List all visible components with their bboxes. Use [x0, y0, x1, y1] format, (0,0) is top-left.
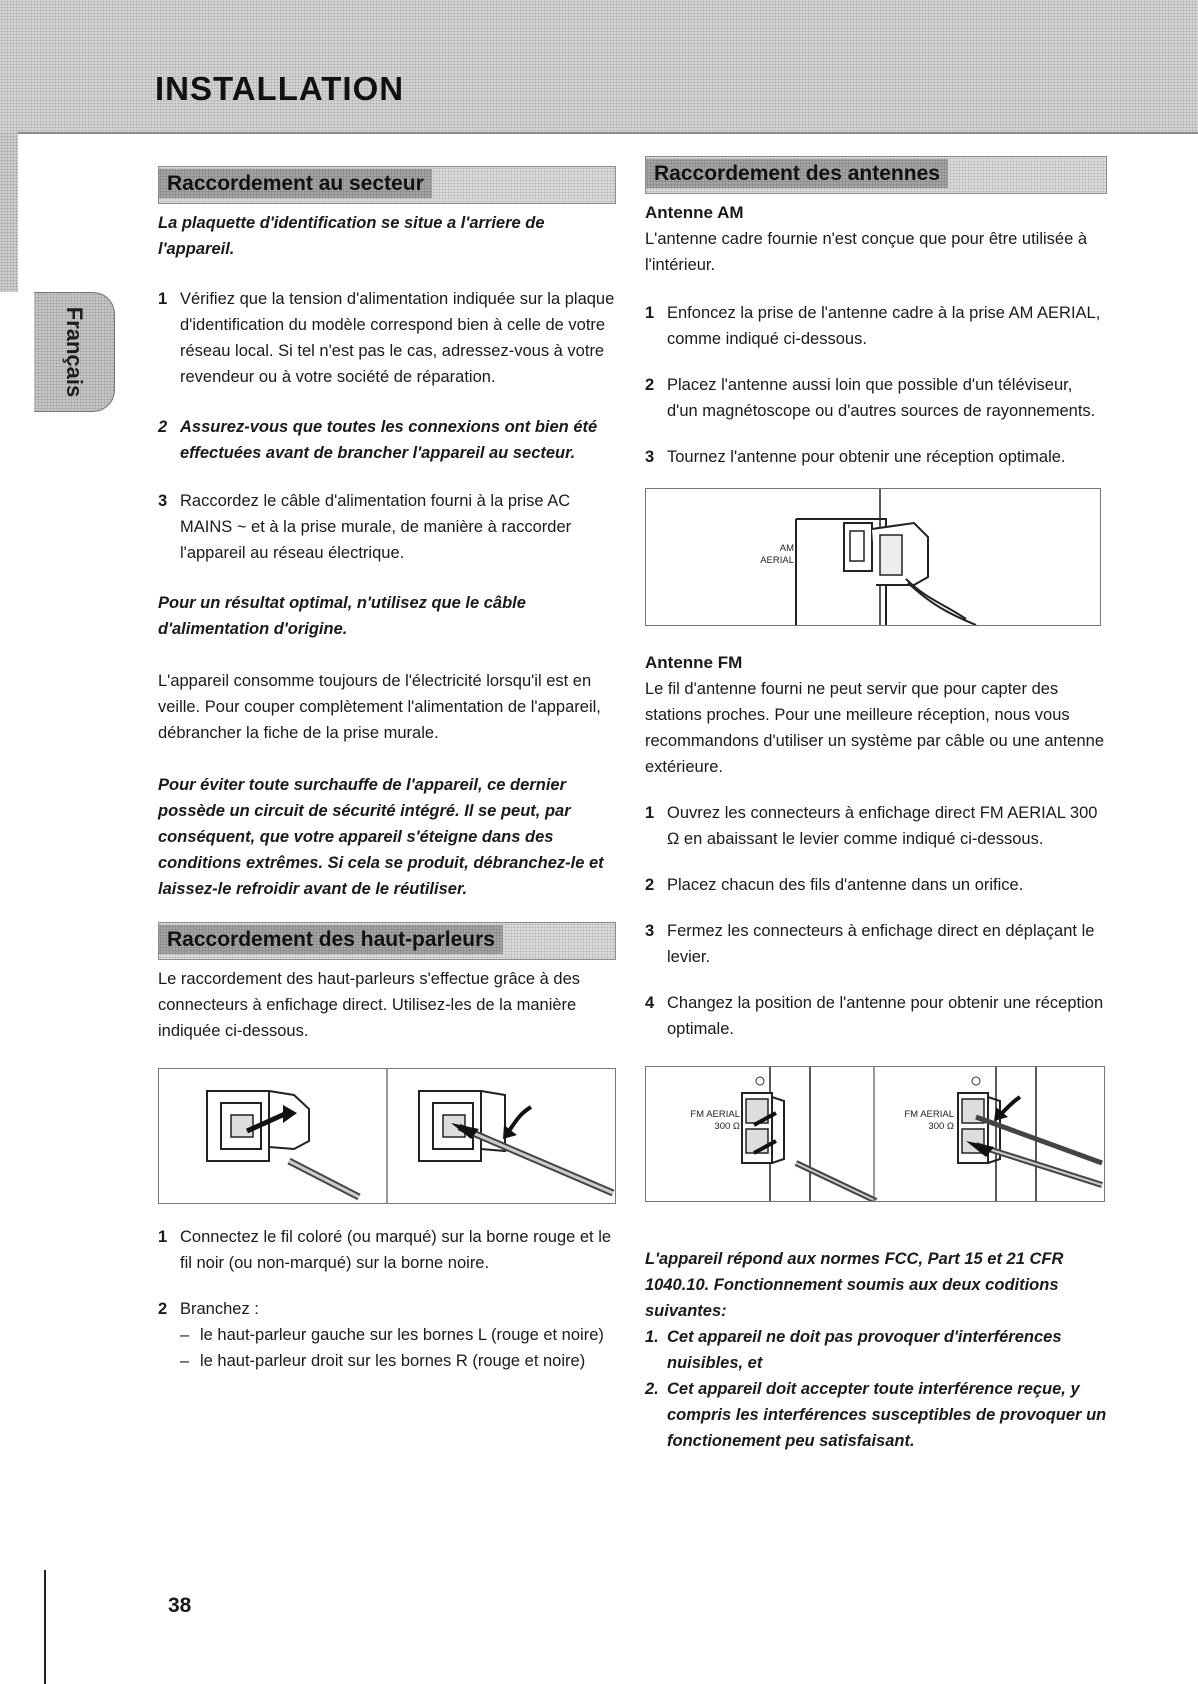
step-number: 2	[158, 1300, 168, 1318]
fcc-item-text: Cet appareil doit accepter toute interférence reçue, y compris les interférences susceptibles de provoquer un fonctionement peu satisfaisant.	[667, 1380, 1107, 1450]
fcc-item-number: 2.	[645, 1380, 659, 1398]
step-number: 1	[645, 304, 655, 322]
am-step-1	[645, 300, 1107, 352]
secteur-paragraph: L'appareil consomme toujours de l'électricité lorsqu'il est en veille. Pour couper complètement l'alimentation de l'appareil, débrancher la fiche de la prise murale.	[158, 672, 601, 742]
section-header-antennes	[645, 156, 1107, 194]
hp-step-2	[158, 1296, 616, 1322]
step-number: 1	[645, 804, 655, 822]
page-number: 38	[168, 1594, 192, 1617]
step-text: Raccordez le câble d'alimentation fourni à la prise AC MAINS ~ et à la prise murale, de manière à raccorder l'appareil au réseau électrique.	[180, 492, 572, 562]
fm-step-1	[645, 800, 1107, 852]
hp-dash-1: – le haut-parleur gauche sur les bornes L (rouge et noire)	[180, 1326, 604, 1344]
page-title: INSTALLATION	[155, 70, 405, 107]
speaker-connector-figure	[158, 1068, 616, 1204]
am-label: AM	[779, 543, 794, 554]
step-number: 2	[645, 876, 655, 894]
am-step-2	[645, 372, 1107, 424]
step-number: 2	[645, 376, 655, 394]
fcc-item-number: 1.	[645, 1328, 659, 1346]
language-tab[interactable]	[34, 292, 115, 412]
fm-intro: Le fil d'antenne fourni ne peut servir que pour capter des stations proches. Pour une meilleure réception, nous vous recommandons d'utiliser un système par câble ou une antenne extérieure.	[645, 680, 1105, 776]
step-text: Enfoncez la prise de l'antenne cadre à la prise AM AERIAL, comme indiqué ci-dessous.	[667, 304, 1101, 348]
right-column	[645, 156, 1107, 1454]
am-title: Antenne AM	[645, 203, 744, 222]
step-number: 3	[645, 922, 655, 940]
binding-line	[44, 1570, 46, 1684]
heading-secteur: Raccordement au secteur	[159, 169, 432, 198]
fm-step-4	[645, 990, 1107, 1042]
fcc-item-text: Cet appareil ne doit pas provoquer d'interférences nuisibles, et	[667, 1328, 1062, 1372]
step-text: Fermez les connecteurs à enfichage direct en déplaçant le levier.	[667, 922, 1095, 966]
step-text: Placez l'antenne aussi loin que possible d'un téléviseur, d'un magnétoscope ou d'autres sources de rayonnements.	[667, 376, 1096, 420]
section-header-secteur	[158, 166, 616, 204]
am-antenna-figure	[645, 488, 1101, 626]
fm-aerial-label-1: FM AERIAL	[690, 1109, 740, 1120]
aerial-label: AERIAL	[760, 555, 794, 566]
section-header-haut-parleurs	[158, 922, 616, 960]
heading-haut-parleurs: Raccordement des haut-parleurs	[159, 925, 503, 954]
secteur-note-1: Pour un résultat optimal, n'utilisez que le câble d'alimentation d'origine.	[158, 594, 526, 638]
am-antenna-illustration	[646, 489, 1100, 625]
step-text: Placez chacun des fils d'antenne dans un orifice.	[667, 876, 1024, 894]
fcc-item-2	[645, 1376, 1107, 1454]
step-text: Tournez l'antenne pour obtenir une réception optimale.	[667, 448, 1066, 466]
fcc-intro: L'appareil répond aux normes FCC, Part 15 et 21 CFR 1040.10. Fonctionnement soumis aux deux coditions suivantes:	[645, 1250, 1064, 1320]
step-text: Vérifiez que la tension d'alimentation indiquée sur la plaque d'identification du modèle correspond bien à celle de votre réseau local. Si tel n'est pas le cas, adressez-vous à votre revendeur ou à votre société de réparation.	[180, 290, 615, 386]
fm-aerial-label-2: FM AERIAL	[904, 1109, 954, 1120]
step-number: 1	[158, 1228, 168, 1246]
step-text: Ouvrez les connecteurs à enfichage direct FM AERIAL 300 Ω en abaissant le levier comme indiqué ci-dessous.	[667, 804, 1098, 848]
hp-dash-2: – le haut-parleur droit sur les bornes R (rouge et noire)	[180, 1352, 586, 1370]
secteur-step-2	[158, 414, 616, 466]
step-number: 3	[158, 492, 168, 510]
left-column	[158, 166, 616, 1374]
fm-step-2	[645, 872, 1107, 898]
ohm-label-2: 300 Ω	[928, 1121, 954, 1132]
secteur-note-2: Pour éviter toute surchauffe de l'appareil, ce dernier possède un circuit de sécurité intégré. Il se peut, par conséquent, que votre appareil s'éteigne dans des conditions extrêmes. Si cela se produit, débranchez-le et laissez-le refroidir avant de le réutiliser.	[158, 776, 604, 898]
ohm-label-1: 300 Ω	[714, 1121, 740, 1132]
fm-antenna-figure	[645, 1066, 1105, 1202]
fm-antenna-illustration	[646, 1067, 1104, 1201]
step-text: Changez la position de l'antenne pour obtenir une réception optimale.	[667, 994, 1104, 1038]
fm-step-3	[645, 918, 1107, 970]
secteur-intro: La plaquette d'identification se situe a l'arriere de l'appareil.	[158, 214, 545, 258]
hp-intro: Le raccordement des haut-parleurs s'effectue grâce à des connecteurs à enfichage direct. Utilisez-les de la manière indiquée ci-dessous.	[158, 970, 581, 1040]
am-step-3	[645, 444, 1107, 470]
header-band	[0, 0, 1198, 134]
language-tab-label: Français	[62, 306, 87, 398]
step-number: 3	[645, 448, 655, 466]
secteur-step-1	[158, 286, 616, 390]
dash-text: le haut-parleur droit sur les bornes R (rouge et noire)	[200, 1352, 586, 1370]
heading-antennes: Raccordement des antennes	[646, 159, 948, 188]
hp-step-1	[158, 1224, 616, 1276]
left-edge-band	[0, 132, 18, 292]
step-text: Assurez-vous que toutes les connexions ont bien été effectuées avant de brancher l'appareil au secteur.	[180, 418, 598, 462]
am-intro: L'antenne cadre fournie n'est conçue que pour être utilisée à l'intérieur.	[645, 230, 1088, 274]
step-text: Branchez :	[180, 1300, 259, 1318]
secteur-step-3	[158, 488, 616, 566]
dash-text: le haut-parleur gauche sur les bornes L (rouge et noire)	[200, 1326, 604, 1344]
fm-title: Antenne FM	[645, 653, 743, 672]
step-text: Connectez le fil coloré (ou marqué) sur la borne rouge et le fil noir (ou non-marqué) sur la borne noire.	[180, 1228, 612, 1272]
step-number: 1	[158, 290, 168, 308]
fcc-item-1	[645, 1324, 1107, 1376]
speaker-connector-illustration	[159, 1069, 615, 1203]
step-number: 4	[645, 994, 655, 1012]
step-number: 2	[158, 418, 168, 436]
